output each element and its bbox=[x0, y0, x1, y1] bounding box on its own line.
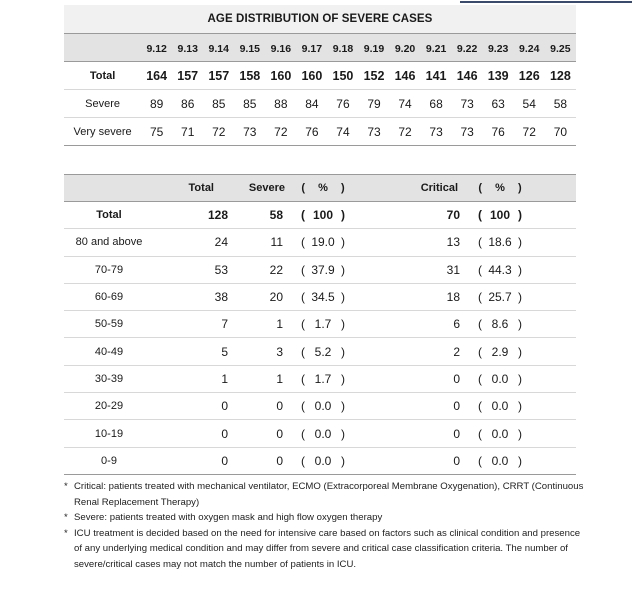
date-value-cell: 76 bbox=[483, 118, 514, 146]
date-value-cell: 68 bbox=[421, 90, 452, 118]
date-value-cell: 152 bbox=[358, 62, 389, 90]
date-value-cell: 88 bbox=[265, 90, 296, 118]
page-title: AGE DISTRIBUTION OF SEVERE CASES bbox=[64, 5, 576, 33]
age-group-label: 60-69 bbox=[64, 283, 154, 310]
table-row bbox=[64, 338, 576, 365]
date-header-row bbox=[64, 34, 576, 62]
critical-cell: 0 bbox=[409, 365, 464, 392]
header-severe: Severe bbox=[232, 175, 287, 202]
date-value-cell: 72 bbox=[203, 118, 234, 146]
critical-pct-cell: 18.6 bbox=[484, 229, 516, 256]
total-cell: 7 bbox=[154, 311, 232, 338]
age-distribution-table bbox=[64, 174, 576, 475]
table-row bbox=[64, 202, 576, 229]
severe-pct-cell: 19.0 bbox=[307, 229, 339, 256]
critical-pct-cell: 0.0 bbox=[484, 393, 516, 420]
severe-pct-cell: 0.0 bbox=[307, 393, 339, 420]
critical-cell: 0 bbox=[409, 393, 464, 420]
paren-close: ) bbox=[516, 338, 576, 365]
date-value-cell: 72 bbox=[265, 118, 296, 146]
total-cell: 5 bbox=[154, 338, 232, 365]
paren-open: ( bbox=[464, 229, 484, 256]
severe-cell: 3 bbox=[232, 338, 287, 365]
date-value-cell: 70 bbox=[545, 118, 576, 146]
total-cell: 128 bbox=[154, 202, 232, 229]
date-value-cell: 157 bbox=[203, 62, 234, 90]
date-value-cell: 76 bbox=[296, 118, 327, 146]
paren-open: ( bbox=[464, 393, 484, 420]
date-header: 9.24 bbox=[514, 34, 545, 62]
critical-pct-cell: 25.7 bbox=[484, 283, 516, 310]
paren-close: ) bbox=[516, 311, 576, 338]
age-group-label: 30-39 bbox=[64, 365, 154, 392]
header-blank bbox=[64, 34, 141, 62]
date-value-cell: 139 bbox=[483, 62, 514, 90]
paren-close: ) bbox=[339, 447, 409, 474]
daily-severe-cases-table bbox=[64, 33, 576, 146]
date-value-cell: 85 bbox=[203, 90, 234, 118]
critical-cell: 0 bbox=[409, 420, 464, 447]
severe-cell: 58 bbox=[232, 202, 287, 229]
age-group-label: 40-49 bbox=[64, 338, 154, 365]
header-crit-paren-open: ( bbox=[464, 175, 484, 202]
paren-open: ( bbox=[464, 256, 484, 283]
total-cell: 53 bbox=[154, 256, 232, 283]
date-value-cell: 58 bbox=[545, 90, 576, 118]
table-row bbox=[64, 118, 576, 146]
paren-close: ) bbox=[516, 447, 576, 474]
date-value-cell: 75 bbox=[141, 118, 172, 146]
header-blank bbox=[64, 175, 154, 202]
critical-pct-cell: 0.0 bbox=[484, 420, 516, 447]
paren-close: ) bbox=[339, 283, 409, 310]
footnotes bbox=[64, 479, 589, 573]
paren-close: ) bbox=[339, 365, 409, 392]
table-row bbox=[64, 283, 576, 310]
date-value-cell: 160 bbox=[265, 62, 296, 90]
critical-pct-cell: 2.9 bbox=[484, 338, 516, 365]
critical-cell: 13 bbox=[409, 229, 464, 256]
row-label: Severe bbox=[64, 90, 141, 118]
table-row bbox=[64, 229, 576, 256]
date-header: 9.19 bbox=[358, 34, 389, 62]
date-header: 9.23 bbox=[483, 34, 514, 62]
paren-open: ( bbox=[287, 338, 307, 365]
date-header: 9.14 bbox=[203, 34, 234, 62]
date-value-cell: 74 bbox=[327, 118, 358, 146]
footnote bbox=[64, 510, 589, 526]
footnote-marker: * bbox=[64, 481, 68, 492]
date-value-cell: 128 bbox=[545, 62, 576, 90]
critical-cell: 18 bbox=[409, 283, 464, 310]
paren-open: ( bbox=[287, 447, 307, 474]
footnote-marker: * bbox=[64, 512, 68, 524]
table-row bbox=[64, 90, 576, 118]
date-value-cell: 72 bbox=[514, 118, 545, 146]
footnote-text: Severe: patients treated with oxygen mask and high flow oxygen therapy bbox=[74, 512, 383, 524]
date-value-cell: 158 bbox=[234, 62, 265, 90]
date-value-cell: 157 bbox=[172, 62, 203, 90]
table-row bbox=[64, 447, 576, 474]
date-header: 9.20 bbox=[390, 34, 421, 62]
header-pct: % bbox=[307, 175, 339, 202]
header-paren-open: ( bbox=[287, 175, 307, 202]
date-value-cell: 126 bbox=[514, 62, 545, 90]
header-critical: Critical bbox=[409, 175, 464, 202]
age-group-label: Total bbox=[64, 202, 154, 229]
table-row bbox=[64, 62, 576, 90]
paren-open: ( bbox=[287, 229, 307, 256]
header-paren-close: ) bbox=[339, 175, 409, 202]
paren-open: ( bbox=[464, 420, 484, 447]
severe-cell: 0 bbox=[232, 447, 287, 474]
footnote bbox=[64, 526, 589, 573]
paren-open: ( bbox=[287, 283, 307, 310]
footnote-text: ICU treatment is decided based on the need for intensive care based on factors such as clinical condition and presence of any underlying medical condition and may differ from severe and critical case classification criteria. The number of severe/critical cases may not match the number of patients in ICU. bbox=[74, 527, 581, 570]
severe-pct-cell: 100 bbox=[307, 202, 339, 229]
date-value-cell: 160 bbox=[296, 62, 327, 90]
date-header: 9.22 bbox=[452, 34, 483, 62]
total-cell: 0 bbox=[154, 393, 232, 420]
date-value-cell: 164 bbox=[141, 62, 172, 90]
paren-open: ( bbox=[287, 420, 307, 447]
date-value-cell: 86 bbox=[172, 90, 203, 118]
paren-open: ( bbox=[464, 202, 484, 229]
critical-cell: 2 bbox=[409, 338, 464, 365]
critical-cell: 70 bbox=[409, 202, 464, 229]
paren-open: ( bbox=[287, 202, 307, 229]
total-cell: 0 bbox=[154, 447, 232, 474]
age-group-label: 0-9 bbox=[64, 447, 154, 474]
severe-pct-cell: 5.2 bbox=[307, 338, 339, 365]
paren-open: ( bbox=[287, 256, 307, 283]
severe-pct-cell: 0.0 bbox=[307, 447, 339, 474]
date-value-cell: 73 bbox=[234, 118, 265, 146]
paren-close: ) bbox=[339, 338, 409, 365]
paren-close: ) bbox=[516, 283, 576, 310]
date-value-cell: 74 bbox=[390, 90, 421, 118]
total-cell: 38 bbox=[154, 283, 232, 310]
date-value-cell: 72 bbox=[390, 118, 421, 146]
paren-close: ) bbox=[339, 256, 409, 283]
severe-cell: 0 bbox=[232, 420, 287, 447]
paren-close: ) bbox=[516, 365, 576, 392]
paren-open: ( bbox=[464, 447, 484, 474]
paren-close: ) bbox=[339, 202, 409, 229]
footnote-marker: * bbox=[64, 527, 68, 539]
total-cell: 24 bbox=[154, 229, 232, 256]
severe-cell: 22 bbox=[232, 256, 287, 283]
severe-pct-cell: 37.9 bbox=[307, 256, 339, 283]
date-value-cell: 71 bbox=[172, 118, 203, 146]
severe-cell: 1 bbox=[232, 311, 287, 338]
header-crit-paren-close: ) bbox=[516, 175, 576, 202]
table-row bbox=[64, 420, 576, 447]
age-group-label: 50-59 bbox=[64, 311, 154, 338]
paren-close: ) bbox=[516, 420, 576, 447]
severe-pct-cell: 1.7 bbox=[307, 311, 339, 338]
severe-pct-cell: 1.7 bbox=[307, 365, 339, 392]
date-value-cell: 150 bbox=[327, 62, 358, 90]
critical-cell: 0 bbox=[409, 447, 464, 474]
date-header: 9.12 bbox=[141, 34, 172, 62]
paren-close: ) bbox=[516, 202, 576, 229]
paren-open: ( bbox=[464, 365, 484, 392]
row-label: Total bbox=[64, 62, 141, 90]
paren-open: ( bbox=[464, 283, 484, 310]
age-group-label: 20-29 bbox=[64, 393, 154, 420]
header-total: Total bbox=[154, 175, 232, 202]
date-value-cell: 73 bbox=[421, 118, 452, 146]
severe-cell: 20 bbox=[232, 283, 287, 310]
date-value-cell: 146 bbox=[390, 62, 421, 90]
paren-open: ( bbox=[287, 393, 307, 420]
severe-pct-cell: 34.5 bbox=[307, 283, 339, 310]
date-value-cell: 73 bbox=[358, 118, 389, 146]
date-value-cell: 146 bbox=[452, 62, 483, 90]
severe-cell: 11 bbox=[232, 229, 287, 256]
age-group-label: 10-19 bbox=[64, 420, 154, 447]
critical-pct-cell: 44.3 bbox=[484, 256, 516, 283]
severe-pct-cell: 0.0 bbox=[307, 420, 339, 447]
row-label: Very severe bbox=[64, 118, 141, 146]
date-value-cell: 89 bbox=[141, 90, 172, 118]
date-header: 9.17 bbox=[296, 34, 327, 62]
paren-open: ( bbox=[287, 311, 307, 338]
paren-close: ) bbox=[339, 420, 409, 447]
critical-cell: 31 bbox=[409, 256, 464, 283]
date-header: 9.13 bbox=[172, 34, 203, 62]
date-header: 9.15 bbox=[234, 34, 265, 62]
paren-close: ) bbox=[339, 393, 409, 420]
paren-close: ) bbox=[339, 311, 409, 338]
date-value-cell: 79 bbox=[358, 90, 389, 118]
date-value-cell: 63 bbox=[483, 90, 514, 118]
corner-accent-line bbox=[460, 1, 632, 3]
date-header: 9.21 bbox=[421, 34, 452, 62]
paren-close: ) bbox=[516, 229, 576, 256]
age-group-label: 80 and above bbox=[64, 229, 154, 256]
severe-cell: 1 bbox=[232, 365, 287, 392]
total-cell: 0 bbox=[154, 420, 232, 447]
date-value-cell: 73 bbox=[452, 118, 483, 146]
header-crit-pct: % bbox=[484, 175, 516, 202]
table-row bbox=[64, 365, 576, 392]
date-value-cell: 76 bbox=[327, 90, 358, 118]
paren-close: ) bbox=[516, 256, 576, 283]
table-row bbox=[64, 256, 576, 283]
date-value-cell: 84 bbox=[296, 90, 327, 118]
critical-cell: 6 bbox=[409, 311, 464, 338]
paren-close: ) bbox=[339, 229, 409, 256]
footnote bbox=[64, 479, 589, 510]
paren-open: ( bbox=[287, 365, 307, 392]
paren-close: ) bbox=[516, 393, 576, 420]
table-row bbox=[64, 311, 576, 338]
date-value-cell: 85 bbox=[234, 90, 265, 118]
total-cell: 1 bbox=[154, 365, 232, 392]
table-row bbox=[64, 393, 576, 420]
age-group-label: 70-79 bbox=[64, 256, 154, 283]
paren-open: ( bbox=[464, 311, 484, 338]
date-header: 9.16 bbox=[265, 34, 296, 62]
critical-pct-cell: 100 bbox=[484, 202, 516, 229]
date-header: 9.25 bbox=[545, 34, 576, 62]
age-header-row bbox=[64, 175, 576, 202]
date-value-cell: 54 bbox=[514, 90, 545, 118]
critical-pct-cell: 0.0 bbox=[484, 365, 516, 392]
critical-pct-cell: 8.6 bbox=[484, 311, 516, 338]
critical-pct-cell: 0.0 bbox=[484, 447, 516, 474]
date-value-cell: 73 bbox=[452, 90, 483, 118]
date-header: 9.18 bbox=[327, 34, 358, 62]
severe-cell: 0 bbox=[232, 393, 287, 420]
date-value-cell: 141 bbox=[421, 62, 452, 90]
footnote-text: Critical: patients treated with mechanical ventilator, ECMO (Extracorporeal Membrane Oxygenation), CRRT (Continuous Renal Replacement Therapy) bbox=[74, 481, 584, 508]
paren-open: ( bbox=[464, 338, 484, 365]
